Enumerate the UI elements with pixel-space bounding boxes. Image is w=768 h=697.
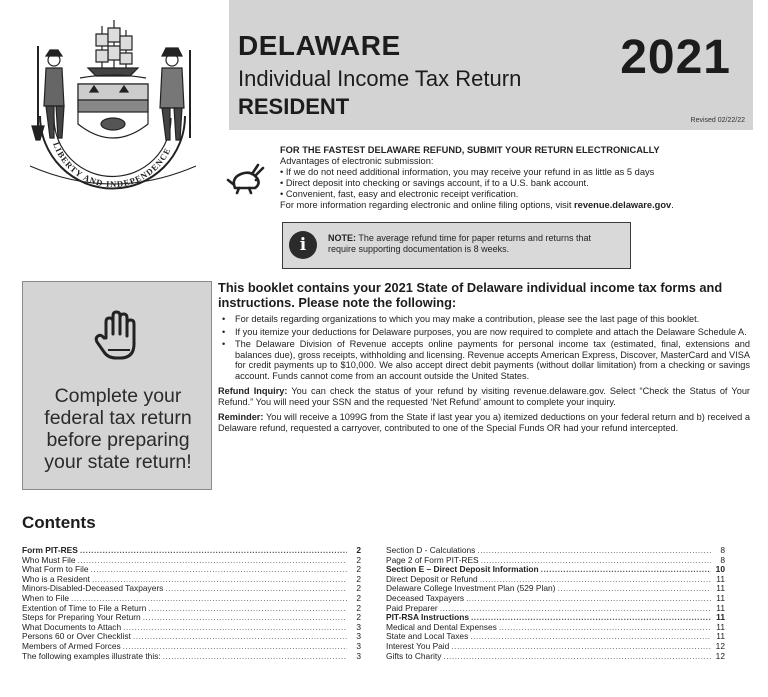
dot-leader — [71, 594, 347, 604]
dot-leader — [470, 632, 711, 642]
contents-entry-page: 12 — [715, 651, 725, 661]
dot-leader — [440, 604, 711, 614]
contents-entry[interactable] — [386, 546, 725, 556]
contents-entry-page: 3 — [356, 622, 361, 632]
contents-entry-page: 2 — [356, 546, 361, 555]
efile-notice — [280, 145, 750, 211]
efile-heading: FOR THE FASTEST DELAWARE REFUND, SUBMIT YOUR RETURN ELECTRONICALLY — [280, 145, 660, 155]
contents-entry-page: 2 — [356, 574, 361, 584]
contents-entry[interactable] — [22, 613, 361, 623]
contents-entry-label: Delaware College Investment Plan (529 Plan) — [386, 584, 556, 594]
efile-intro: Advantages of electronic submission: — [280, 156, 434, 166]
dot-leader — [480, 575, 711, 585]
dot-leader — [481, 556, 711, 566]
booklet-notes — [218, 280, 750, 433]
contents-entry-label: Steps for Preparing Your Return — [22, 613, 141, 623]
booklet-bullet: • For details regarding organizations to which you may make a contribution, please see the last page of this booklet. — [218, 314, 750, 325]
delaware-state-seal-image — [10, 6, 215, 196]
contents-entry[interactable] — [22, 642, 361, 652]
contents-entry-label: Persons 60 or Over Checklist — [22, 632, 131, 642]
contents-entry-page: 8 — [720, 546, 725, 555]
contents-entry-label: Deceased Taxpayers — [386, 593, 465, 603]
revenue-link[interactable]: revenue.delaware.gov — [574, 200, 672, 210]
contents-entry[interactable] — [22, 594, 361, 604]
rabbit-icon — [225, 162, 267, 196]
contents-entry-page: 11 — [716, 584, 725, 594]
dot-leader — [163, 652, 347, 662]
efile-bullet: • If we do not need additional information, you may receive your refund in as little as 5 days — [280, 167, 655, 177]
info-icon: i — [289, 231, 317, 259]
dot-leader — [477, 546, 711, 556]
booklet-bullet: • The Delaware Division of Revenue accepts online payments for personal income tax (estimated, final, extensions and balances due), gross receipts, withholding and licensing. Revenue accepts American Express, Discover, MasterCard and VISA for credit payments up to $10,000. We also accept direct debit payments (without dollar limitation) from a checking or savings account. Funds cannot come from an account outside the United States. — [218, 339, 750, 381]
contents-right-column — [386, 546, 725, 661]
dot-leader — [148, 604, 347, 614]
contents-entry-page: 2 — [356, 593, 361, 603]
contents-entry-page: 3 — [356, 641, 361, 651]
contents-left-column — [22, 546, 361, 661]
reminder-paragraph: Reminder: You will receive a 1099G from the State if last year you a) itemized deductions on your federal return and b) received a Delaware refund, requested a carryover, contributed to one of the Special Funds OR had your refund intercepted. — [218, 412, 750, 433]
contents-entry-label: What Documents to Attach — [22, 622, 122, 632]
contents-entry-page: 11 — [716, 574, 725, 584]
contents-entry-page: 3 — [356, 651, 361, 661]
contents-entry[interactable] — [386, 584, 725, 594]
contents-entry-label: Interest You Paid — [386, 641, 450, 651]
booklet-bullet: • If you itemize your deductions for Delaware purposes, you are now required to complete and attach the Delaware Schedule A. — [218, 327, 750, 338]
contents-entry-label: Form PIT-RES — [22, 546, 78, 555]
contents-entry-page: 2 — [356, 603, 361, 613]
contents-entry-label: Minors-Disabled-Deceased Taxpayers — [22, 584, 164, 594]
svg-text:LIBERTY AND INDEPENDENCE — [51, 141, 172, 189]
contents-entry[interactable] — [386, 565, 725, 575]
contents-entry-page: 11 — [716, 593, 725, 603]
contents-entry-page: 12 — [715, 641, 725, 651]
contents-entry[interactable] — [386, 556, 725, 566]
contents-entry-label: Who is a Resident — [22, 574, 90, 584]
dot-leader — [78, 556, 347, 566]
contents-entry[interactable] — [386, 652, 725, 662]
efile-bullet: • Convenient, fast, easy and electronic receipt verification. — [280, 189, 519, 199]
dot-leader — [123, 642, 347, 652]
dot-leader — [143, 613, 347, 623]
contents-entry[interactable] — [22, 565, 361, 575]
contents-entry-label: The following examples illustrate this: — [22, 651, 161, 661]
seal-motto: LIBERTY AND INDEPENDENCE — [51, 140, 173, 190]
dot-leader — [133, 632, 347, 642]
contents-entry[interactable] — [22, 623, 361, 633]
contents-entry[interactable] — [386, 642, 725, 652]
contents-entry-page: 10 — [715, 565, 725, 575]
revised-date: Revised 02/22/22 — [690, 117, 745, 124]
contents-entry-label: Members of Armed Forces — [22, 641, 121, 651]
contents-entry-page: 11 — [716, 613, 725, 623]
contents-entry-label: Extention of Time to File a Return — [22, 603, 147, 613]
hand-icon — [92, 310, 142, 362]
contents-entry-label: State and Local Taxes — [386, 632, 469, 642]
contents-entry-label: PIT-RSA Instructions — [386, 613, 469, 623]
contents-entry[interactable] — [386, 623, 725, 633]
contents-entry-page: 8 — [720, 555, 725, 565]
contents-entry-label: Medical and Dental Expenses — [386, 622, 497, 632]
contents-entry[interactable] — [22, 604, 361, 614]
contents-entry-page: 11 — [716, 632, 725, 642]
banner-state: DELAWARE — [238, 30, 401, 61]
booklet-heading: This booklet contains your 2021 State of Delaware individual income tax forms and instructions. Please note the following: — [218, 280, 723, 310]
banner-year: 2021 — [620, 31, 731, 84]
booklet-bullets — [218, 314, 750, 381]
contents-entry[interactable] — [386, 632, 725, 642]
contents-entry-label: Direct Deposit or Refund — [386, 574, 478, 584]
efile-more-info: For more information regarding electronic and online filing options, visit revenue.delaware.gov. — [280, 200, 674, 210]
contents-entry-label: What Form to File — [22, 565, 89, 575]
dot-leader — [92, 575, 347, 585]
contents-entry-label: Section E – Direct Deposit Information — [386, 565, 539, 575]
reminder-text: Complete your federal tax return before preparing your state return! — [44, 385, 192, 473]
dot-leader — [541, 565, 711, 575]
federal-return-reminder — [22, 281, 212, 490]
contents-entry-label: Paid Preparer — [386, 603, 438, 613]
contents-entry[interactable] — [386, 575, 725, 585]
contents-entry[interactable] — [386, 613, 725, 623]
contents-entry[interactable] — [22, 652, 361, 662]
dot-leader — [443, 652, 711, 662]
contents-heading: Contents — [22, 513, 96, 532]
dot-leader — [165, 584, 347, 594]
title-banner — [229, 0, 753, 130]
contents-entry[interactable] — [22, 546, 361, 556]
contents-entry-page: 2 — [356, 565, 361, 575]
contents-entry-page: 11 — [716, 603, 725, 613]
contents-entry-page: 2 — [356, 555, 361, 565]
contents-entry-label: Who Must File — [22, 555, 76, 565]
contents-entry-page: 11 — [716, 622, 725, 632]
dot-leader — [499, 623, 711, 633]
refund-inquiry: Refund Inquiry: You can check the status of your refund by visiting revenue.delaware.gov. Select “Check the Status of Your Refund.” You will need your SSN and the requested ‘Net Refund’ amount to complete your inquiry. — [218, 386, 750, 407]
contents-entry-label: Gifts to Charity — [386, 651, 442, 661]
contents-entry[interactable] — [22, 575, 361, 585]
banner-form-type: RESIDENT — [238, 94, 350, 119]
contents-entry[interactable] — [22, 584, 361, 594]
contents-entry[interactable] — [22, 632, 361, 642]
note-text: NOTE: The average refund time for paper returns and returns that require supporting documentation is 8 weeks. — [328, 233, 591, 254]
efile-bullet: • Direct deposit into checking or savings account, if to a U.S. bank account. — [280, 178, 589, 188]
contents-entry-page: 3 — [356, 632, 361, 642]
contents-entry-label: When to File — [22, 593, 70, 603]
contents-entry[interactable] — [386, 604, 725, 614]
dot-leader — [91, 565, 347, 575]
dot-leader — [557, 584, 711, 594]
dot-leader — [466, 594, 711, 604]
dot-leader — [471, 613, 711, 623]
dot-leader — [80, 546, 347, 556]
dot-leader — [451, 642, 711, 652]
note-box — [282, 222, 631, 269]
contents-entry-label: Page 2 of Form PIT-RES — [386, 555, 479, 565]
contents-entry-label: Section D - Calculations — [386, 546, 476, 555]
contents-entry-page: 2 — [356, 613, 361, 623]
contents-entry[interactable] — [386, 594, 725, 604]
dot-leader — [123, 623, 347, 633]
contents-entry-page: 2 — [356, 584, 361, 594]
contents-entry[interactable] — [22, 556, 361, 566]
banner-subtitle: Individual Income Tax Return — [238, 66, 522, 91]
